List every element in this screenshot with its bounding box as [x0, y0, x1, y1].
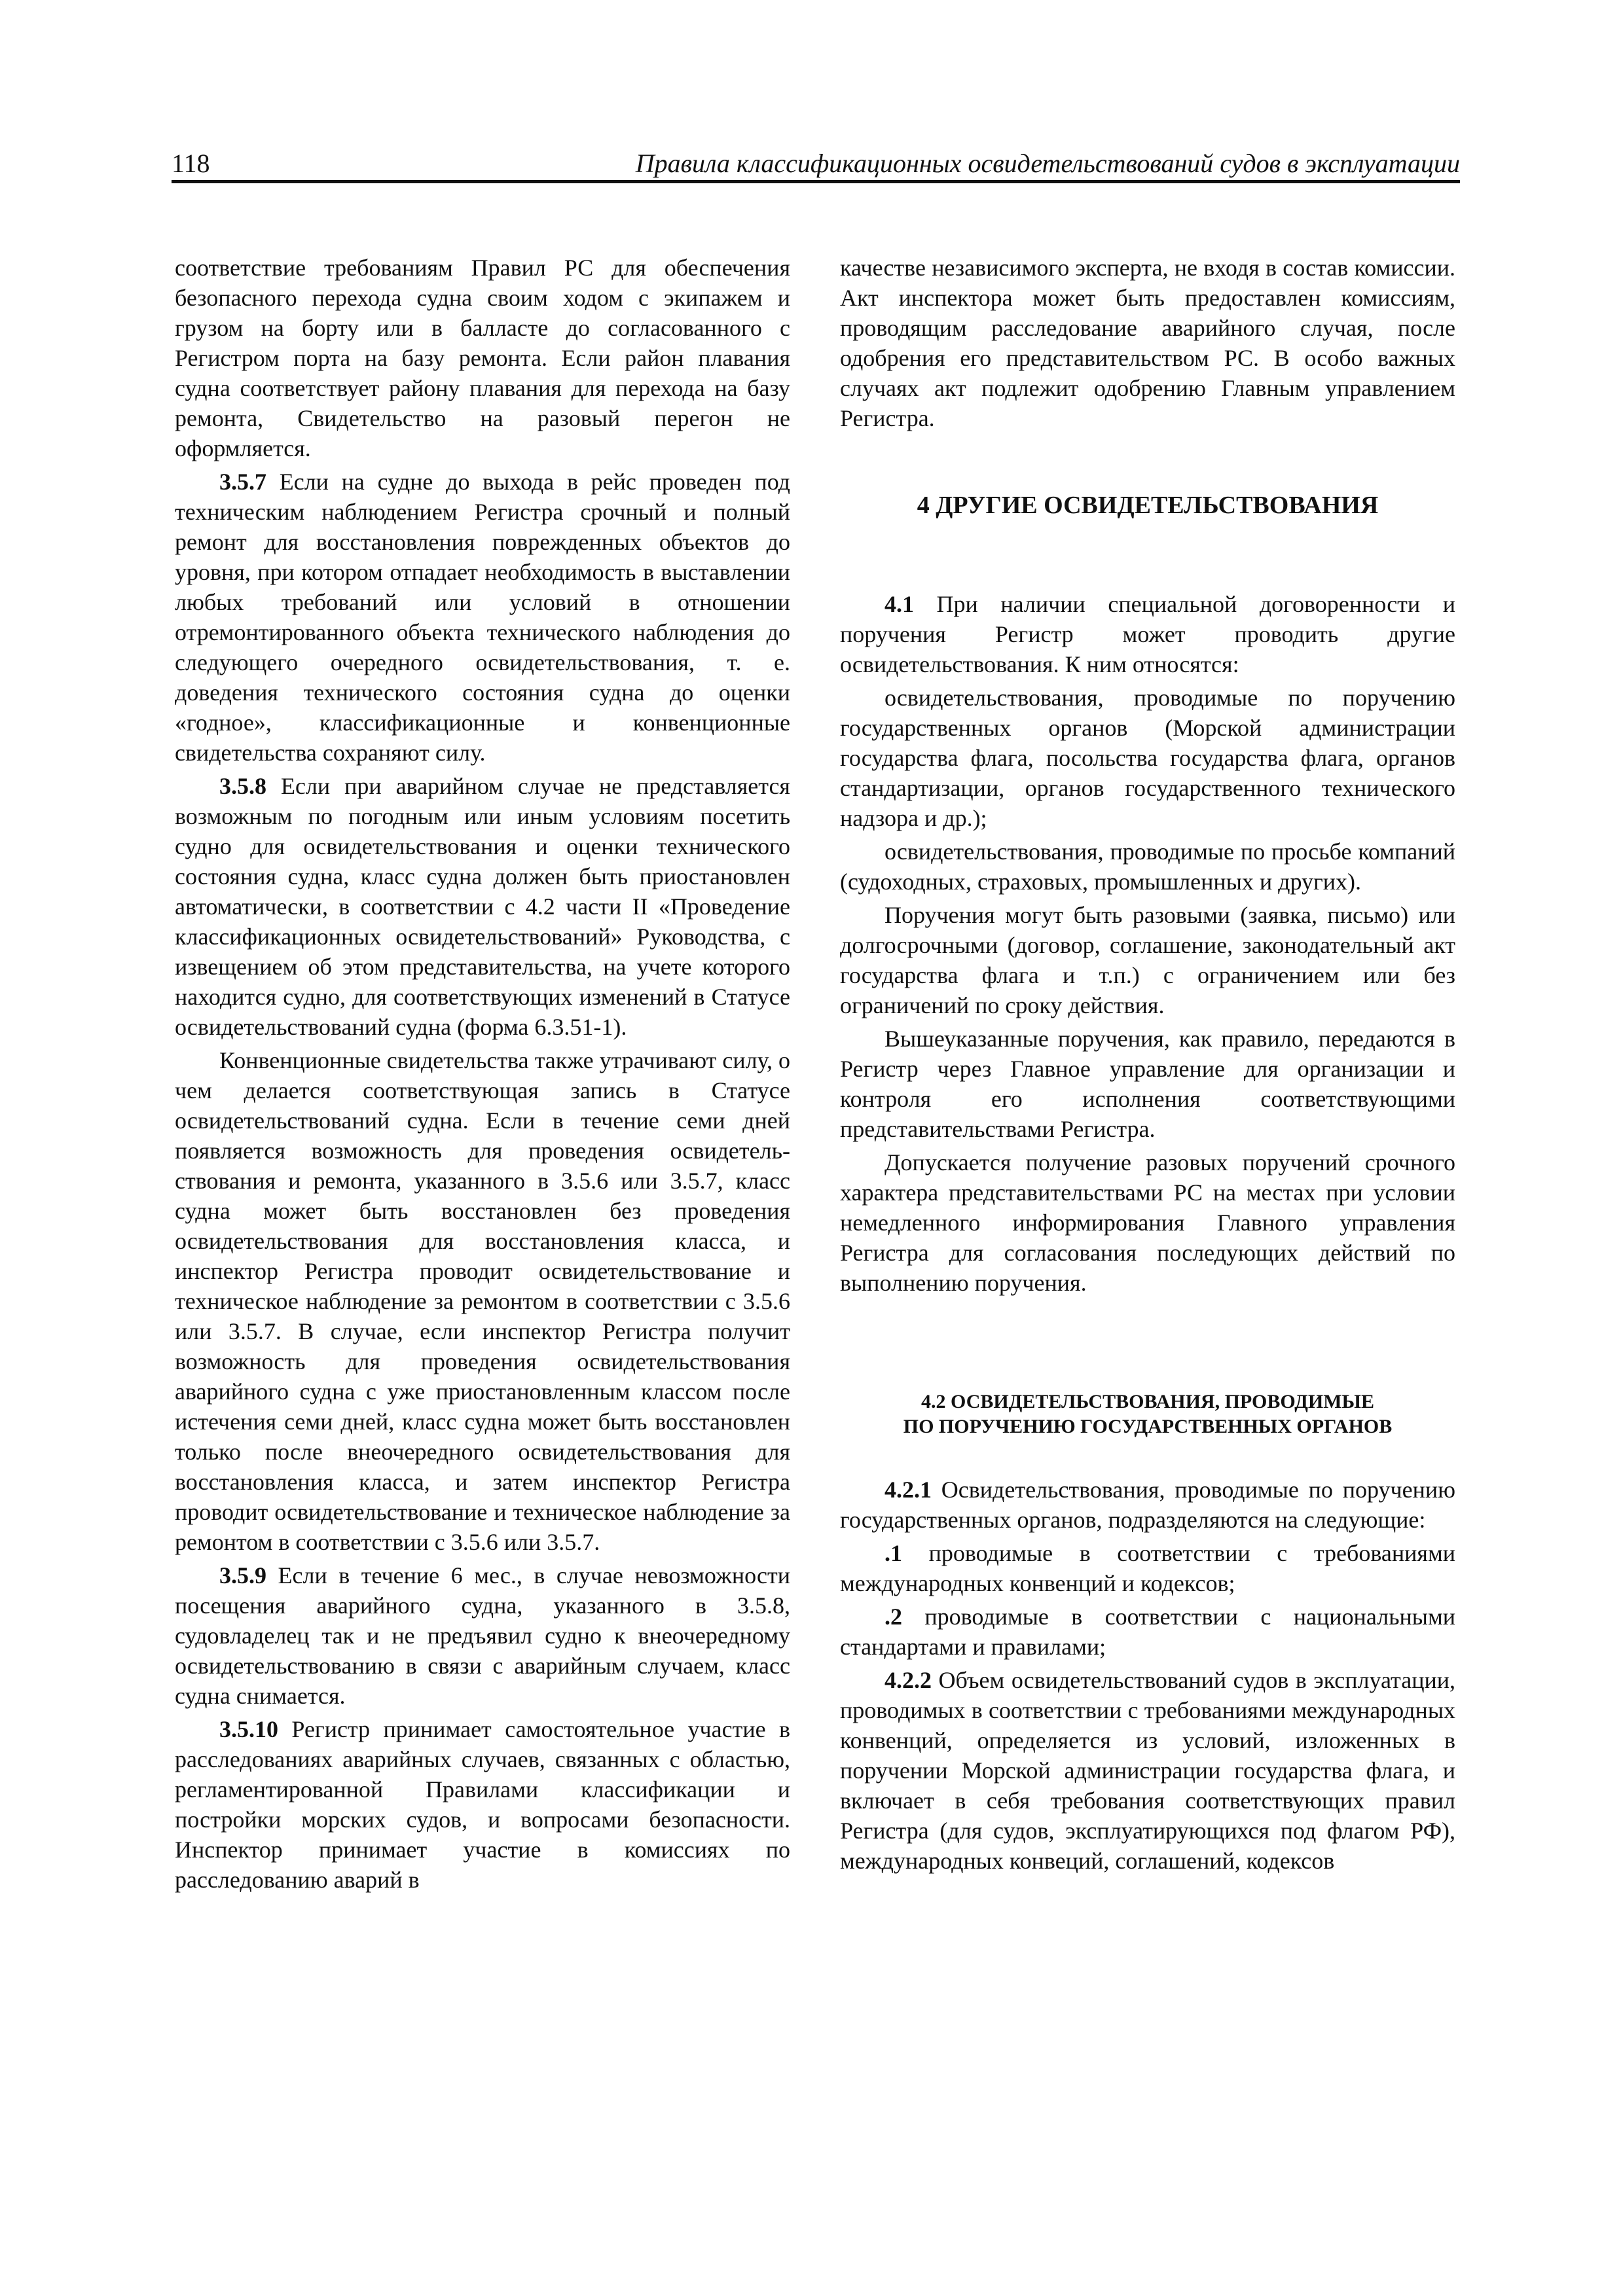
running-title: Правила классификационных освидетельствований судов в эксплуатации [635, 149, 1460, 178]
section-title: 4 ДРУГИЕ ОСВИДЕТЕЛЬСТВОВАНИЯ [917, 492, 1379, 519]
paragraph-3-5-8: 3.5.8 Если при аварийном случае не представляется возможным по погодным или иным условиям посетить судно для освидетельствования и оценки технического состояния судна, класс судна должен быть приостановлен автоматически, в соответствии с 4.2 части II «Проведение классификационных освидетельствований» Руководства, с извещением об этом представительства, на учете которого находится судно, для соответствующих изменений в Статусе освидетельствований судна (форма 6.3.51-1). [175, 773, 790, 1040]
clause-number: 4.2.1 [884, 1477, 932, 1503]
paragraph: Вышеуказанные поручения, как правило, передаются в Регистр через Главное управление для организации и контроля его исполнения соответствующими представительствами Регистра. [840, 1026, 1455, 1142]
subsection-title-line-1: 4.2 ОСВИДЕТЕЛЬСТВОВАНИЯ, ПРОВОДИМЫЕ [921, 1391, 1374, 1412]
paragraph-3-5-7: 3.5.7 Если на судне до выхода в рейс проведен под техническим наблюдением Регистра срочный и полный ремонт для восстановления поврежденных объектов до уровня, при котором отпадает необходимость в выставлении любых требований или условий в отношении отремонтированного объекта технического наблюдения до следующего очередного освидетельствования, т. е. доведения технического состояния судна до оценки «годное», классификационные и конвенционные свидетельства сохраняют силу. [175, 469, 790, 766]
clause-number: 4.2.2 [884, 1667, 932, 1693]
paragraph-4-2-2: 4.2.2 Объем освидетельствований судов в эксплуатации, проводимых в соответствии с требованиями международных конвенций, определяется из условий, изложенных в поручении Морской администрации государства флага, и включает в себя требования соответствующих правил Регистра (для судов, эксплуатирующихся под флагом РФ), международных конвеций, соглашений, кодексов [840, 1667, 1455, 1874]
subsection-title [840, 1390, 1455, 1439]
clause-number: 3.5.9 [219, 1562, 266, 1588]
clause-number: 4.1 [884, 591, 914, 617]
paragraph: Поручения могут быть разовыми (заявка, письмо) или долгосрочными (договор, соглашение, законодательный акт государства флага и т.п.) с ограничением или без ограничений по сроку действия. [840, 902, 1455, 1018]
paragraph-4-1: 4.1 При наличии специальной договоренности и поручения Регистр может проводить другие освидетельствования. К ним относятся: [840, 591, 1455, 677]
left-column [175, 253, 790, 1898]
header-rule [172, 180, 1460, 183]
paragraph: Конвенционные свидетельства также утрачивают силу, о чем делается соответствующая запись в Статусе освидетельствований судна. Если в течение семи дней появляется возможность для проведения освидетельствования и ремонта, указанного в 3.5.6 или 3.5.7, класс судна может быть восстановлен без проведения освидетельствования для восстановления класса, и инспектор Регистра проводит освидетельствование и техническое наблюдение за ремонтом в соответствии с 3.5.6 или 3.5.7. В случае, если инспектор Регистра получит возможность для проведения освидетельствования аварийного судна с уже приостановленным классом после истечения семи дней, класс судна может быть восстановлен только после внеочередного освидетельствования для восстановления класса, и затем инспектор Регистра проводит освидетельствование и техническое наблюдение за ремонтом в соответствии с 3.5.6 или 3.5.7. [175, 1047, 790, 1555]
paragraph: качестве независимого эксперта, не входя в состав комиссии. Акт инспектора может быть предоставлен комиссиям, проводящим расследование аварийного случая, после одобрения его представительством РС. В особо важных случаях акт подлежит одобрению Главным управлением Регистра. [840, 255, 1455, 431]
page-header [172, 139, 1460, 181]
subsection-title-line-2: ПО ПОРУЧЕНИЮ ГОСУДАРСТВЕННЫХ ОРГАНОВ [903, 1416, 1393, 1437]
page-number: 118 [172, 149, 210, 178]
paragraph: Допускается получение разовых поручений срочного характера представительствами РС на местах при условии немедленного информирования Главного управления Регистра для согласования последующих действий по выполнению поручения. [840, 1149, 1455, 1296]
paragraph-3-5-10: 3.5.10 Регистр принимает самостоятельное участие в расследованиях аварийных случаев, связанных с областью, регламентированной Правилами классификации и постройки морских судов, и вопросами безопасности. Инспектор принимает участие в комиссиях по расследованию аварий в [175, 1716, 790, 1893]
list-item-2: .2 проводимые в соответствии с национальными стандартами и правилами; [840, 1604, 1455, 1660]
list-item-1: .1 проводимые в соответствии с требованиями международных конвенций и кодексов; [840, 1540, 1455, 1596]
clause-number: 3.5.7 [219, 469, 266, 495]
clause-number: 3.5.8 [219, 773, 266, 799]
list-number: .2 [884, 1604, 902, 1630]
clause-number: 3.5.10 [219, 1716, 278, 1742]
paragraph-4-2-1: 4.2.1 Освидетельствования, проводимые по поручению государственных органов, подразделяются на следующие: [840, 1477, 1455, 1533]
paragraph: соответствие требованиям Правил РС для обеспечения безопасного перехода судна своим ходом с экипажем и грузом на борту или в балласте до согласованного с Регистром порта на базу ремонта. Если район плавания судна соответствует району плавания для перехода на базу ремонта, Свидетельство на разовый перегон не оформляется. [175, 255, 790, 461]
paragraph: освидетельствования, проводимые по поручению государственных органов (Морской администрации государства флага, посольства государства флага, органов стандартизации, органов государственного технического надзора и др.); [840, 685, 1455, 831]
paragraph-3-5-9: 3.5.9 Если в течение 6 мес., в случае невозможности посещения аварийного судна, указанного в 3.5.8, судовладелец так и не предъявил судно к внеочередному освидетельствованию в связи с аварийным случаем, класс судна снимается. [175, 1562, 790, 1709]
right-column [840, 253, 1455, 1879]
paragraph: освидетельствования, проводимые по просьбе компаний (судоходных, страховых, промышленных и других). [840, 838, 1455, 895]
list-number: .1 [884, 1540, 902, 1566]
